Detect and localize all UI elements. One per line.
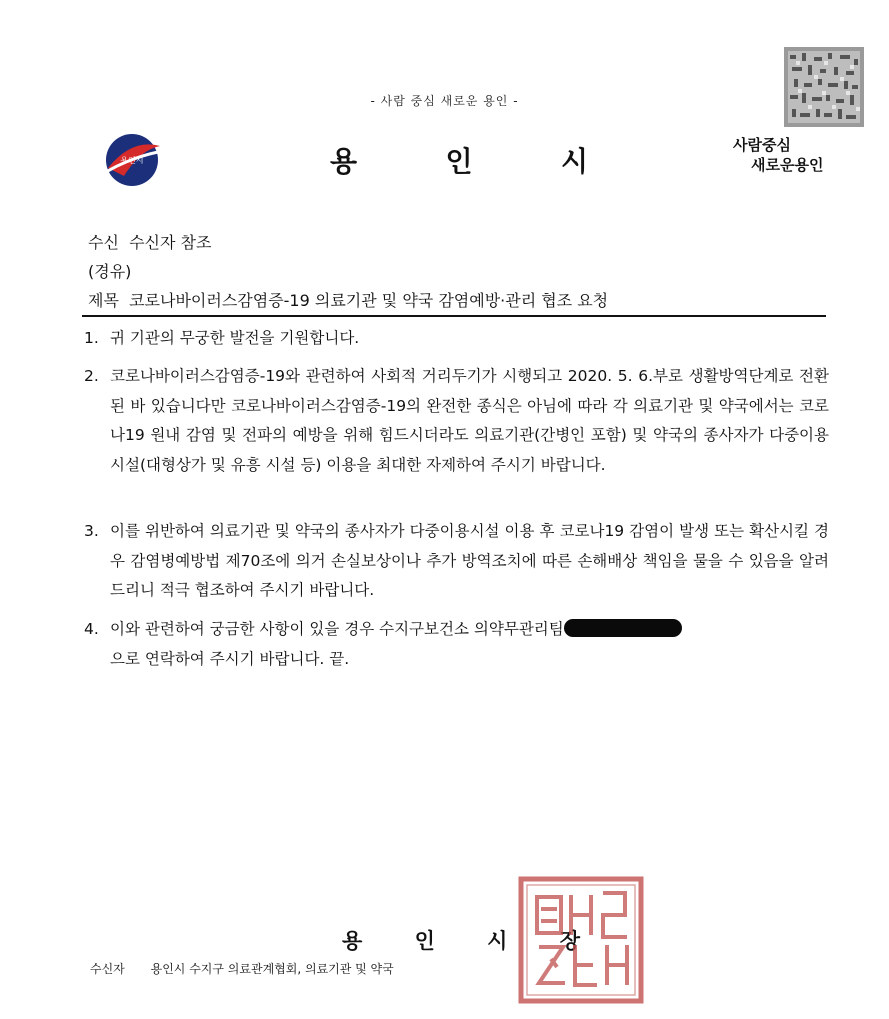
logo-text: 용인시 (120, 156, 144, 165)
header-divider (82, 315, 826, 317)
recipient-line (88, 230, 211, 253)
org-title-char: 용 (330, 145, 360, 178)
paragraph-text (110, 615, 829, 674)
paragraph-text: 코로나바이러스감염증-19와 관련하여 사회적 거리두기가 시행되고 2020. 5. 6.부로 생활방역단계로 전환된 바 있습니다만 코로나바이러스감염증-19의 완전한 종식은 아님에 따라 각 의료기관 및 약국에서는 코로나19 원내 감염 및 전파의 예방을 위해 힘드시더라도 의료기관(간병인 포함) 및 약국의 종사자가 다중이용시설(대형상가 및 유흥 시설 등) 이용을 최대한 자제하여 주시기 바랍니다. (110, 367, 829, 474)
brand-slogan (733, 135, 843, 175)
paragraph-text: 이를 위반하여 의료기관 및 약국의 종사자가 다중이용시설 이용 후 코로나19 감염이 발생 또는 확산시킬 경우 감염병예방법 제70조에 의거 손실보상이나 추가 방역조치에 따른 손해배상 책임을 물을 수 있음을 알려드리니 적극 협조하여 주시기 바랍니다. (110, 522, 829, 599)
paragraph-4-pre: 이와 관련하여 궁금한 사항이 있을 경우 수지구보건소 의약무관리팀 (110, 620, 564, 638)
subject-label: 제목 (88, 291, 119, 310)
recipients-line (90, 960, 394, 977)
recipient-value: 수신자 참조 (129, 233, 212, 252)
redacted-phone-block (564, 619, 682, 637)
paragraph-2 (84, 362, 829, 480)
paragraph-4-post: 으로 연락하여 주시기 바랍니다. 끝. (110, 649, 350, 668)
paragraph-3 (84, 517, 829, 606)
org-title (330, 140, 590, 180)
org-title-char: 인 (445, 145, 475, 178)
paragraph-text: 귀 기관의 무궁한 발전을 기원합니다. (110, 329, 360, 347)
recipient-label: 수신 (88, 233, 119, 252)
paragraph-1 (84, 324, 829, 354)
qr-code-image (784, 47, 864, 127)
org-title-char: 시 (560, 145, 590, 178)
via-line: (경유) (88, 262, 132, 281)
subject-line (88, 288, 608, 311)
brand-slogan-line2: 새로운용인 (751, 156, 824, 174)
mayor-title-char: 인 (414, 929, 437, 953)
paragraph-4 (84, 615, 829, 674)
brand-slogan-line1: 사람중심 (733, 136, 791, 154)
mayor-title-char: 용 (342, 929, 365, 953)
subject-value: 코로나바이러스감염증-19 의료기관 및 약국 감염예방·관리 협조 요청 (129, 291, 609, 310)
mayor-title-char: 장 (559, 929, 582, 953)
paragraph-number: 1. (84, 329, 99, 347)
official-seal-stamp (517, 875, 645, 1005)
paragraph-number: 4. (84, 620, 99, 638)
paragraph-number: 2. (84, 367, 99, 385)
header-slogan: - 사람 중심 새로운 용인 - (370, 94, 519, 108)
recipients-label: 수신자 (90, 962, 125, 976)
paragraph-number: 3. (84, 522, 99, 540)
yongin-city-logo-icon (100, 128, 164, 192)
mayor-title-char: 시 (487, 929, 510, 953)
recipients-value: 용인시 수지구 의료관계협회, 의료기관 및 약국 (150, 962, 394, 976)
